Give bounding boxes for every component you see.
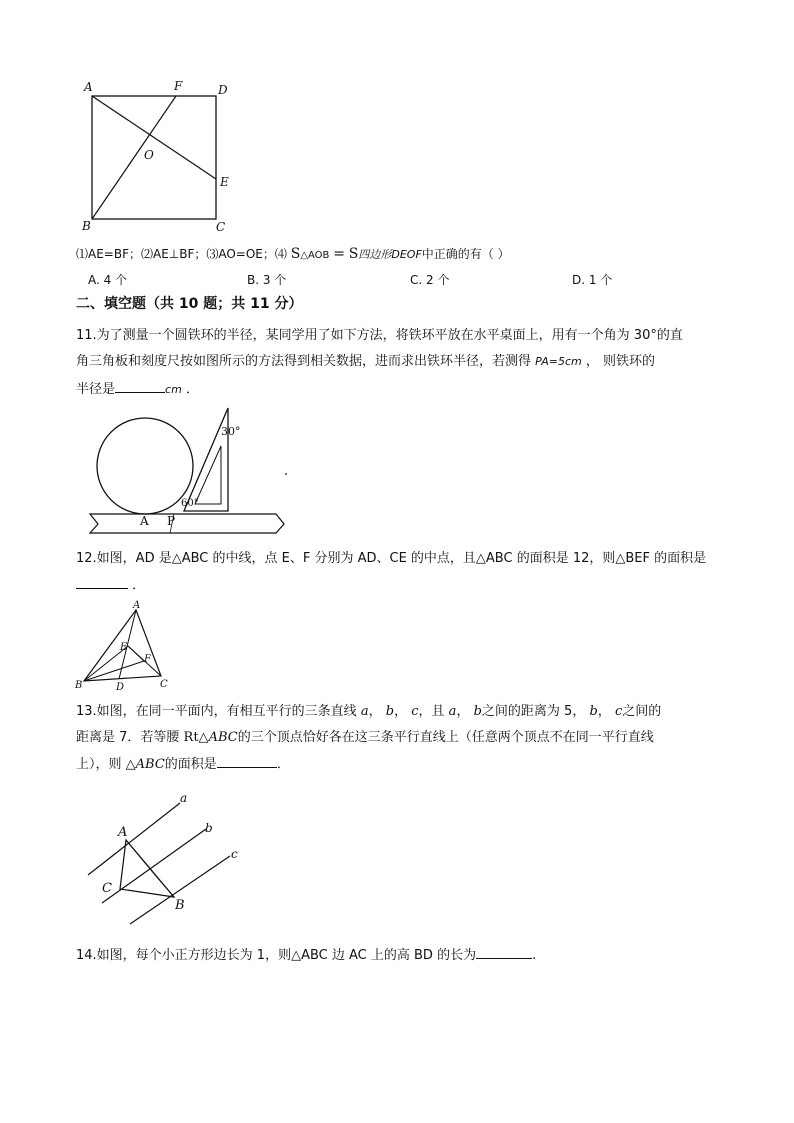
q13-line1-b: ，且 <box>418 704 445 719</box>
q10-statement-part2: 中正确的有（ ） <box>421 247 510 261</box>
q13-line1-a: 13.如图，在同一平面内，有相互平行的三条直线 <box>76 704 357 719</box>
line-c <box>130 856 230 924</box>
label-o: O <box>144 148 154 162</box>
q13-line1 <box>76 702 661 722</box>
q13-line3 <box>76 753 290 775</box>
q11-line2-b: ， 则铁环的 <box>585 354 656 369</box>
segment-ef <box>128 646 144 661</box>
label-b: B <box>175 898 185 913</box>
q11-answer-blank[interactable] <box>115 378 165 393</box>
label-b: B <box>82 219 91 233</box>
q14-text: 14.如图，每个小正方形边长为 1，则△ABC 边 AC 上的高 BD 的长为 <box>76 948 477 963</box>
label-d: D <box>218 83 228 97</box>
q13-line2 <box>76 728 654 748</box>
q10-s2: S <box>348 246 359 262</box>
q13-abc2: ABC <box>135 757 165 772</box>
q13-abc: ABC <box>208 730 238 745</box>
label-line-c: c <box>231 847 238 861</box>
label-b: B <box>75 680 83 691</box>
ruler <box>90 514 284 533</box>
q14-answer-blank[interactable] <box>476 944 532 959</box>
q13-line3-end: ． <box>276 757 290 772</box>
q11-figure <box>78 402 298 538</box>
q11-line2 <box>76 352 655 372</box>
perp-a <box>126 840 156 876</box>
q11-line2-a: 角三角板和刻度尺按如图所示的方法得到相关数据，进而求出铁环半径，若测得 <box>76 354 532 369</box>
q13-var-b3: b <box>589 704 598 719</box>
segment-ae <box>92 96 216 179</box>
iron-ring <box>97 418 193 514</box>
q13-var-a: a <box>360 704 369 719</box>
q14-end: . <box>532 948 537 963</box>
label-a: A <box>84 80 93 94</box>
label-e: E <box>220 175 229 189</box>
q12-line2 <box>76 574 145 596</box>
q11-line3-end: ． <box>185 382 199 397</box>
q12-line1: 12.如图，AD 是△ABC 的中线，点 E、F 分别为 AD、CE 的中点，且△ABC 的面积是 12，则△BEF 的面积是 <box>76 551 707 566</box>
square-abcd <box>92 96 216 219</box>
q10-statement-part1: ⑴AE=BF；⑵AE⊥BF；⑶AO=OE；⑷ <box>76 247 287 261</box>
label-c: C <box>160 679 168 690</box>
q10-option-c[interactable]: C. 2 个 <box>410 273 450 287</box>
q13-line3-b: 的面积是 <box>164 757 217 772</box>
line-b <box>102 829 206 903</box>
label-c: C <box>102 881 112 896</box>
q13-line1-d: 之间的 <box>622 704 662 719</box>
q13-var-a2: a <box>448 704 457 719</box>
label-f: F <box>174 79 183 93</box>
q13-comma-1: ， <box>368 704 382 719</box>
q13-rt: Rt△ <box>183 730 209 745</box>
q11-unit: cm <box>165 383 182 396</box>
label-a: A <box>118 825 128 840</box>
q13-var-b: b <box>385 704 395 719</box>
q10-option-d[interactable]: D. 1 个 <box>572 273 613 287</box>
q13-tri: △ <box>125 757 136 772</box>
q11-line3-a: 半径是 <box>76 382 116 397</box>
label-line-a: a <box>180 791 188 805</box>
q13-comma-2: ， <box>394 704 408 719</box>
q13-figure <box>84 788 254 928</box>
q13-line1-c: 之间的距离为 5， <box>481 704 586 719</box>
q12-figure <box>72 598 182 694</box>
q13-answer-blank[interactable] <box>217 753 277 768</box>
q14-line1 <box>76 944 536 966</box>
q13-var-b2: b <box>473 704 482 719</box>
triangle-acb <box>120 840 174 897</box>
q10-figure <box>80 78 240 238</box>
q12-line2-end: ． <box>132 578 146 593</box>
perp-b <box>156 876 174 897</box>
q10-statement <box>76 244 510 266</box>
q12-answer-blank[interactable] <box>76 574 128 589</box>
label-line-b: b <box>205 821 213 835</box>
q10-equals: = <box>333 246 345 262</box>
segment-bf <box>92 96 176 219</box>
q13-line2-a: 距离是 7．若等腰 <box>76 730 180 745</box>
q10-option-a[interactable]: A. 4 个 <box>88 273 128 287</box>
q13-comma-4: ， <box>597 704 611 719</box>
label-f: F <box>144 654 151 665</box>
q13-var-c: c <box>411 704 419 719</box>
label-d: D <box>116 682 125 693</box>
q13-comma-3: ， <box>456 704 470 719</box>
q13-line3-a: 上），则 <box>76 757 122 772</box>
q11-line1: 11.为了测量一个圆铁环的半径，某同学用了如下方法，将铁环平放在水平桌面上，用有一个角为 30°的直 <box>76 328 683 343</box>
label-60: 60° <box>181 498 199 509</box>
q10-s1: S <box>290 246 301 262</box>
q13-line2-b: 的三个顶点恰好各在这三条平行直线上（任意两个顶点不在同一平行直线 <box>237 730 654 745</box>
label-a: A <box>140 514 149 528</box>
q10-option-b[interactable]: B. 3 个 <box>247 273 287 287</box>
section-heading: 二、填空题（共 10 题；共 11 分） <box>76 296 303 312</box>
label-a: A <box>133 600 141 611</box>
q10-s2-sub: 四边形DEOF <box>358 248 422 261</box>
label-p: P <box>167 514 176 528</box>
q13-var-c2: c <box>614 704 623 719</box>
label-30: 30° <box>221 425 241 438</box>
q10-s1-sub: △AOB <box>300 250 330 261</box>
q11-line3 <box>76 378 199 400</box>
label-e: E <box>120 642 128 653</box>
dot-mark <box>285 473 287 475</box>
q11-pa: PA=5cm <box>535 355 582 368</box>
label-c: C <box>216 220 226 234</box>
line-a <box>88 803 180 875</box>
